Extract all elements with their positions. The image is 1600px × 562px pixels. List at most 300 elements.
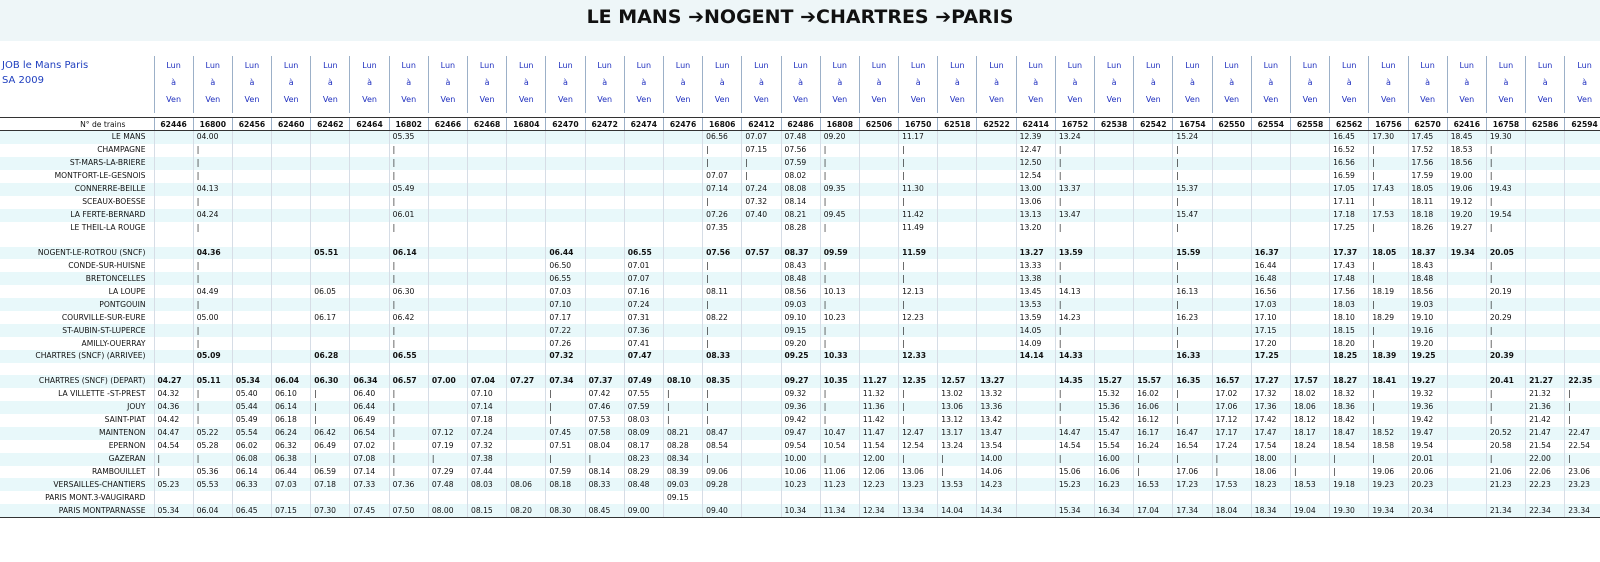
time-cell: 06.57 (389, 375, 428, 388)
time-cell: | (1486, 196, 1525, 209)
time-cell: | (1055, 170, 1094, 183)
time-cell: 12.23 (899, 311, 938, 324)
time-cell: 12.54 (1016, 170, 1055, 183)
station-row (0, 466, 1600, 479)
time-cell (859, 272, 898, 285)
time-cell (1447, 466, 1486, 479)
time-cell: 18.32 (1330, 388, 1369, 401)
time-cell (742, 298, 781, 311)
time-cell: 07.53 (585, 414, 624, 427)
time-cell: 07.59 (781, 157, 820, 170)
time-cell (154, 144, 193, 157)
time-cell: | (1486, 259, 1525, 272)
station-row (0, 183, 1600, 196)
time-cell: | (820, 298, 859, 311)
time-cell (742, 259, 781, 272)
days-cell (1095, 56, 1134, 113)
time-cell: 10.35 (820, 375, 859, 388)
time-cell: 10.00 (781, 453, 820, 466)
time-cell (859, 311, 898, 324)
time-cell (585, 337, 624, 350)
time-cell: 09.15 (663, 491, 702, 504)
train-number: 16752 (1055, 118, 1094, 131)
time-cell (585, 311, 624, 324)
time-cell: | (1565, 414, 1600, 427)
time-cell: | (193, 170, 232, 183)
train-number: 62462 (311, 118, 350, 131)
time-cell: 18.42 (1330, 414, 1369, 427)
time-cell (1447, 427, 1486, 440)
time-cell (232, 157, 271, 170)
time-cell (1447, 272, 1486, 285)
days-cell (585, 56, 624, 113)
time-cell: | (1055, 157, 1094, 170)
day-label: Lun (793, 61, 808, 70)
time-cell: | (389, 440, 428, 453)
time-cell: 04.24 (193, 209, 232, 222)
day-label: à (954, 78, 960, 87)
time-cell: | (1173, 324, 1212, 337)
time-cell: 17.53 (1212, 478, 1251, 491)
time-cell (272, 324, 311, 337)
time-cell (1290, 157, 1329, 170)
time-cell: 07.04 (468, 375, 507, 388)
time-cell: 15.06 (1055, 466, 1094, 479)
time-cell: 06.14 (389, 247, 428, 260)
time-cell (1212, 209, 1251, 222)
time-cell (1251, 222, 1290, 235)
time-cell: | (1486, 401, 1525, 414)
time-cell (311, 491, 350, 504)
time-cell (1290, 337, 1329, 350)
time-cell: 08.35 (703, 375, 742, 388)
day-label: Lun (1459, 61, 1475, 70)
time-cell (154, 196, 193, 209)
day-label: Ven (636, 95, 652, 104)
days-cell (663, 56, 702, 113)
time-cell: | (899, 388, 938, 401)
station-name: LE MANS (0, 131, 154, 144)
time-cell: 05.35 (389, 131, 428, 144)
time-cell: | (820, 453, 859, 466)
time-cell: | (389, 170, 428, 183)
days-cell (350, 56, 389, 113)
time-cell: 17.15 (1251, 324, 1290, 337)
time-cell (272, 350, 311, 363)
time-cell (154, 272, 193, 285)
day-label: Lun (558, 61, 573, 70)
time-cell: 21.42 (1526, 414, 1565, 427)
day-label: à (288, 78, 294, 87)
time-cell (272, 247, 311, 260)
day-label: Ven (1106, 95, 1122, 104)
time-cell: | (899, 196, 938, 209)
train-number: 62456 (232, 118, 271, 131)
day-label: Ven (1341, 95, 1357, 104)
day-label: à (1346, 78, 1352, 87)
time-cell (663, 183, 702, 196)
time-cell: | (820, 144, 859, 157)
time-cell: 20.41 (1486, 375, 1525, 388)
time-cell (1447, 401, 1486, 414)
time-cell: 18.53 (1447, 144, 1486, 157)
time-cell (663, 131, 702, 144)
time-cell: 17.27 (1251, 375, 1290, 388)
time-cell (742, 504, 781, 517)
time-cell: 11.42 (859, 414, 898, 427)
time-cell: 08.14 (781, 196, 820, 209)
time-cell: | (1369, 324, 1408, 337)
time-cell (624, 222, 663, 235)
time-cell (663, 504, 702, 517)
station-row (0, 401, 1600, 414)
day-label: Lun (754, 61, 769, 70)
time-cell: 18.19 (1369, 285, 1408, 298)
station-row (0, 375, 1600, 388)
time-cell: | (1055, 259, 1094, 272)
time-cell (311, 183, 350, 196)
time-cell: 19.20 (1408, 337, 1447, 350)
time-cell: 14.35 (1055, 375, 1094, 388)
time-cell: 17.57 (1290, 375, 1329, 388)
time-cell (154, 350, 193, 363)
time-cell: 06.05 (311, 285, 350, 298)
time-cell: | (1055, 298, 1094, 311)
time-cell (585, 157, 624, 170)
time-cell: 19.04 (1290, 504, 1329, 517)
time-cell: | (1486, 170, 1525, 183)
day-label: Ven (753, 95, 769, 104)
time-cell: 13.34 (899, 504, 938, 517)
day-label: Ven (1498, 95, 1514, 104)
time-cell: 08.04 (585, 440, 624, 453)
time-cell (428, 259, 467, 272)
station-name: AMILLY-OUERRAY (0, 337, 154, 350)
time-cell: 06.04 (272, 375, 311, 388)
time-cell (1447, 504, 1486, 517)
time-cell (1447, 414, 1486, 427)
time-cell (311, 131, 350, 144)
section-spacer (0, 235, 1600, 247)
time-cell (1095, 157, 1134, 170)
time-cell (977, 324, 1016, 337)
time-cell: 07.33 (350, 478, 389, 491)
time-cell: 09.20 (781, 337, 820, 350)
time-cell: 13.54 (977, 440, 1016, 453)
time-cell (742, 222, 781, 235)
time-cell: | (1369, 196, 1408, 209)
day-label: Lun (283, 61, 299, 70)
time-cell: | (1290, 453, 1329, 466)
time-cell: | (820, 170, 859, 183)
time-cell: 07.07 (742, 131, 781, 144)
time-cell (350, 131, 389, 144)
time-cell: | (1055, 272, 1094, 285)
time-cell: 20.05 (1486, 247, 1525, 260)
time-cell (1212, 350, 1251, 363)
time-cell: 22.00 (1526, 453, 1565, 466)
time-cell (311, 170, 350, 183)
time-cell (468, 131, 507, 144)
time-cell: | (193, 259, 232, 272)
time-cell: 09.35 (820, 183, 859, 196)
time-cell: | (899, 144, 938, 157)
time-cell (232, 144, 271, 157)
time-cell: 08.39 (663, 466, 702, 479)
time-cell (1016, 453, 1055, 466)
time-cell: 14.06 (977, 466, 1016, 479)
train-number: 62558 (1290, 118, 1329, 131)
time-cell: 10.54 (820, 440, 859, 453)
train-number: 62460 (272, 118, 311, 131)
time-cell: 15.47 (1173, 209, 1212, 222)
time-cell: 06.54 (350, 427, 389, 440)
time-cell: 15.23 (1055, 478, 1094, 491)
days-cell (820, 56, 859, 113)
time-cell (1565, 259, 1600, 272)
time-cell (232, 272, 271, 285)
time-cell (585, 131, 624, 144)
train-number: 62466 (428, 118, 467, 131)
time-cell (468, 247, 507, 260)
time-cell: 18.26 (1408, 222, 1447, 235)
time-cell: | (1134, 466, 1173, 479)
time-cell: 05.49 (389, 183, 428, 196)
day-label: Lun (871, 61, 887, 70)
time-cell: 19.03 (1408, 298, 1447, 311)
time-cell (154, 209, 193, 222)
time-cell: | (703, 388, 742, 401)
time-cell: 13.47 (977, 427, 1016, 440)
time-cell: 18.05 (1408, 183, 1447, 196)
time-cell (1212, 144, 1251, 157)
time-cell: 18.56 (1447, 157, 1486, 170)
time-cell: 07.22 (546, 324, 585, 337)
time-cell: | (193, 144, 232, 157)
day-label: Ven (1067, 95, 1083, 104)
time-cell: 20.58 (1486, 440, 1525, 453)
time-cell (546, 144, 585, 157)
time-cell: 14.54 (1055, 440, 1094, 453)
time-cell: 16.02 (1134, 388, 1173, 401)
time-cell: 08.22 (703, 311, 742, 324)
time-cell (859, 157, 898, 170)
time-cell (585, 209, 624, 222)
days-cell (1330, 56, 1369, 113)
time-cell (938, 337, 977, 350)
time-cell (507, 427, 546, 440)
time-cell: 12.00 (859, 453, 898, 466)
day-label: Ven (1263, 95, 1279, 104)
days-cell (468, 56, 507, 113)
day-label: Ven (362, 95, 377, 104)
time-cell: 07.35 (703, 222, 742, 235)
day-label: à (367, 78, 372, 87)
days-cell (1016, 56, 1055, 113)
time-cell (311, 272, 350, 285)
time-cell: | (899, 401, 938, 414)
time-cell: | (428, 453, 467, 466)
time-cell (389, 491, 428, 504)
time-cell (1212, 157, 1251, 170)
time-cell: 09.28 (703, 478, 742, 491)
time-cell: 09.06 (703, 466, 742, 479)
time-cell: 18.06 (1251, 466, 1290, 479)
time-cell: 06.50 (546, 259, 585, 272)
time-cell: | (663, 388, 702, 401)
time-cell (232, 131, 271, 144)
time-cell: | (389, 337, 428, 350)
time-cell: 05.00 (193, 311, 232, 324)
time-cell: | (389, 298, 428, 311)
time-cell (1330, 491, 1369, 504)
time-cell (546, 157, 585, 170)
day-label: Ven (205, 95, 221, 104)
days-empty-cell (0, 56, 154, 113)
station-name: JOUY (0, 401, 154, 414)
time-cell (1447, 259, 1486, 272)
time-cell (1095, 170, 1134, 183)
time-cell: 09.15 (781, 324, 820, 337)
time-cell: | (899, 337, 938, 350)
time-cell: 07.19 (428, 440, 467, 453)
time-cell: 19.36 (1408, 401, 1447, 414)
train-number: 16756 (1369, 118, 1408, 131)
station-row (0, 324, 1600, 337)
train-number: 62416 (1447, 118, 1486, 131)
time-cell (1095, 196, 1134, 209)
day-label: à (837, 78, 843, 87)
days-cell (1526, 56, 1565, 113)
time-cell (1290, 350, 1329, 363)
time-cell: | (1369, 222, 1408, 235)
station-row (0, 491, 1600, 504)
time-cell: 08.48 (781, 272, 820, 285)
time-cell (1565, 285, 1600, 298)
time-cell: | (193, 414, 232, 427)
time-cell: 20.52 (1486, 427, 1525, 440)
time-cell (859, 337, 898, 350)
time-cell (1290, 170, 1329, 183)
time-cell: 06.44 (546, 247, 585, 260)
time-cell (1212, 491, 1251, 504)
time-cell (1212, 324, 1251, 337)
time-cell: 15.42 (1095, 414, 1134, 427)
time-cell (1526, 144, 1565, 157)
time-cell (663, 196, 702, 209)
train-number: 62522 (977, 118, 1016, 131)
train-number: 16800 (193, 118, 232, 131)
day-label: Ven (1380, 95, 1396, 104)
time-cell (428, 272, 467, 285)
time-cell: 04.00 (193, 131, 232, 144)
time-cell: 06.34 (350, 375, 389, 388)
time-cell (663, 324, 702, 337)
time-cell: 14.23 (977, 478, 1016, 491)
time-cell (507, 440, 546, 453)
time-cell (507, 453, 546, 466)
time-cell (1290, 324, 1329, 337)
time-cell (1565, 157, 1600, 170)
time-cell (272, 311, 311, 324)
time-cell (154, 311, 193, 324)
time-cell: 07.15 (742, 144, 781, 157)
time-cell: 18.24 (1290, 440, 1329, 453)
time-cell (546, 131, 585, 144)
time-cell (663, 170, 702, 183)
time-cell (428, 324, 467, 337)
time-cell: 07.24 (742, 183, 781, 196)
time-cell (624, 491, 663, 504)
time-cell (1290, 131, 1329, 144)
time-cell: 11.17 (899, 131, 938, 144)
time-cell (428, 388, 467, 401)
time-cell (859, 298, 898, 311)
time-cell (585, 144, 624, 157)
time-cell: | (1486, 337, 1525, 350)
time-cell: 07.01 (624, 259, 663, 272)
train-number: 62562 (1330, 118, 1369, 131)
time-cell: 18.45 (1447, 131, 1486, 144)
time-cell (1526, 259, 1565, 272)
day-label: Lun (1420, 61, 1435, 70)
time-cell (663, 285, 702, 298)
time-cell: | (1173, 259, 1212, 272)
time-cell (507, 311, 546, 324)
time-cell: 13.59 (1016, 311, 1055, 324)
time-cell: 22.35 (1565, 375, 1600, 388)
time-cell (272, 272, 311, 285)
time-cell: 11.54 (859, 440, 898, 453)
time-cell: | (1212, 453, 1251, 466)
time-cell (468, 196, 507, 209)
time-cell (1095, 491, 1134, 504)
time-cell (1095, 298, 1134, 311)
time-cell: 06.38 (272, 453, 311, 466)
time-cell: | (1055, 222, 1094, 235)
time-cell (507, 466, 546, 479)
time-cell (1212, 311, 1251, 324)
timetable (0, 56, 1600, 518)
time-cell: 05.28 (193, 440, 232, 453)
day-label: Ven (675, 95, 691, 104)
time-cell: 15.47 (1095, 427, 1134, 440)
time-cell (1134, 170, 1173, 183)
time-cell: | (389, 272, 428, 285)
station-name: VERSAILLES-CHANTIERS (0, 478, 154, 491)
time-cell (624, 170, 663, 183)
day-label: Ven (1028, 95, 1044, 104)
day-label: Lun (675, 61, 691, 70)
time-cell: 10.23 (820, 311, 859, 324)
time-cell: 08.20 (507, 504, 546, 517)
time-cell: 09.40 (703, 504, 742, 517)
day-label: Ven (1420, 95, 1436, 104)
time-cell: 16.45 (1330, 131, 1369, 144)
time-cell: 12.54 (899, 440, 938, 453)
time-cell: 13.37 (1055, 183, 1094, 196)
day-label: Lun (1537, 61, 1553, 70)
time-cell (468, 350, 507, 363)
time-cell: 19.34 (1447, 247, 1486, 260)
day-label: à (523, 78, 529, 87)
time-cell: 05.49 (232, 414, 271, 427)
time-cell: 04.49 (193, 285, 232, 298)
time-cell (624, 196, 663, 209)
time-cell (311, 222, 350, 235)
station-name: ST-MARS-LA-BRIERE (0, 157, 154, 170)
time-cell: 16.57 (1212, 375, 1251, 388)
